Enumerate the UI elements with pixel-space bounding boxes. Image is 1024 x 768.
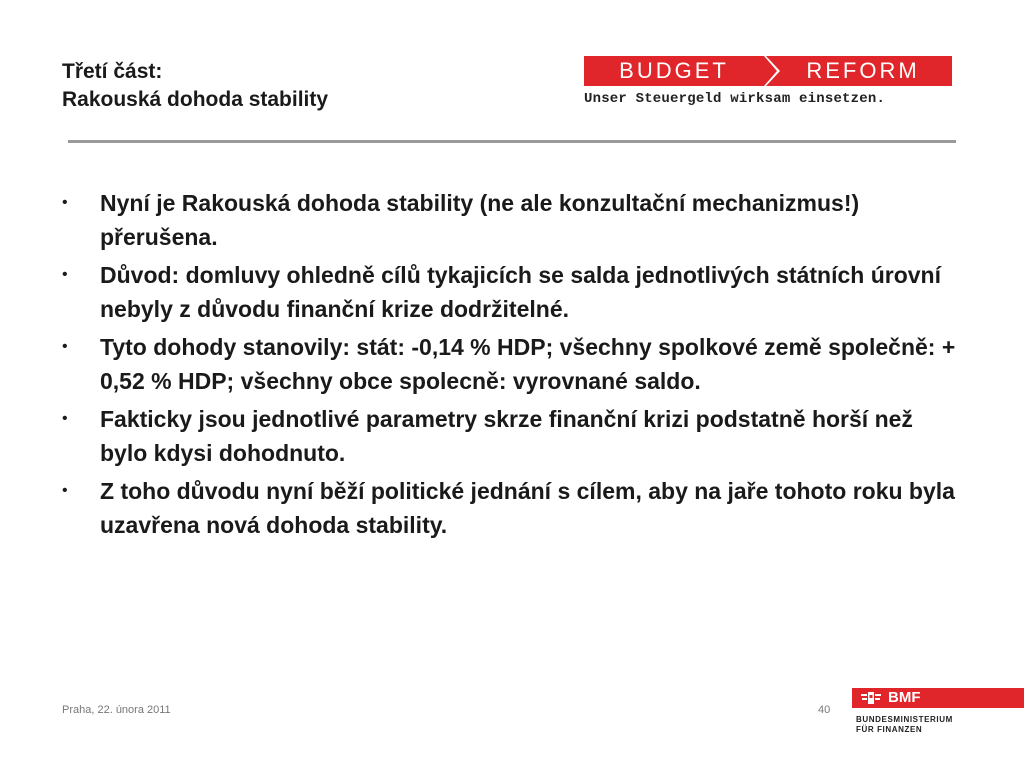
logo-word-reform: REFORM xyxy=(806,58,920,83)
bullet-text: Nyní je Rakouská dohoda stability (ne ale konzultační mechanizmus!) přerušena. xyxy=(100,190,860,250)
slide-title-line1: Třetí část: xyxy=(62,60,163,83)
page-number: 40 xyxy=(818,704,831,716)
slide-title-line2: Rakouská dohoda stability xyxy=(62,88,329,111)
footer-date: Praha, 22. února 2011 xyxy=(62,704,171,716)
bullet-marker: • xyxy=(62,482,68,499)
slide-title xyxy=(62,58,328,114)
bullet-text: Tyto dohody stanovily: stát: -0,14 % HDP; všechny spolkové země společně: + 0,52 % HDP; všechny obce spolecně: vyrovnané saldo. xyxy=(100,334,956,394)
bullet-text: Z toho důvodu nyní běží politické jednání s cílem, aby na jaře tohoto roku byla uzavřena nová dohoda stability. xyxy=(100,478,955,538)
bullet-marker: • xyxy=(62,410,68,427)
bullet-marker: • xyxy=(62,266,68,283)
eagle-icon xyxy=(860,691,882,705)
bmf-name-line2: FÜR FINANZEN xyxy=(856,725,923,734)
bullet-item xyxy=(62,186,962,254)
bullet-text: Důvod: domluvy ohledně cílů tykajicích se salda jednotlivých státních úrovní nebyly z důvodu finanční krize dodržitelné. xyxy=(100,262,941,322)
bmf-name-line1: BUNDESMINISTERIUM xyxy=(856,715,953,724)
bmf-logo xyxy=(852,688,1024,744)
bmf-name xyxy=(856,715,953,735)
bullet-marker: • xyxy=(62,194,68,211)
bullet-text: Fakticky jsou jednotlivé parametry skrze finanční krizi podstatně horší než bylo kdysi dohodnuto. xyxy=(100,406,913,466)
bullet-item xyxy=(62,258,962,326)
logo-word-budget: BUDGET xyxy=(619,58,729,83)
bullet-list xyxy=(62,186,962,546)
bullet-item xyxy=(62,402,962,470)
bmf-code: BMF xyxy=(888,689,921,706)
budget-reform-logo xyxy=(578,48,956,114)
title-divider xyxy=(68,140,956,143)
bullet-item xyxy=(62,330,962,398)
logo-tagline: Unser Steuergeld wirksam einsetzen. xyxy=(584,91,886,107)
bullet-marker: • xyxy=(62,338,68,355)
bullet-item xyxy=(62,474,962,542)
